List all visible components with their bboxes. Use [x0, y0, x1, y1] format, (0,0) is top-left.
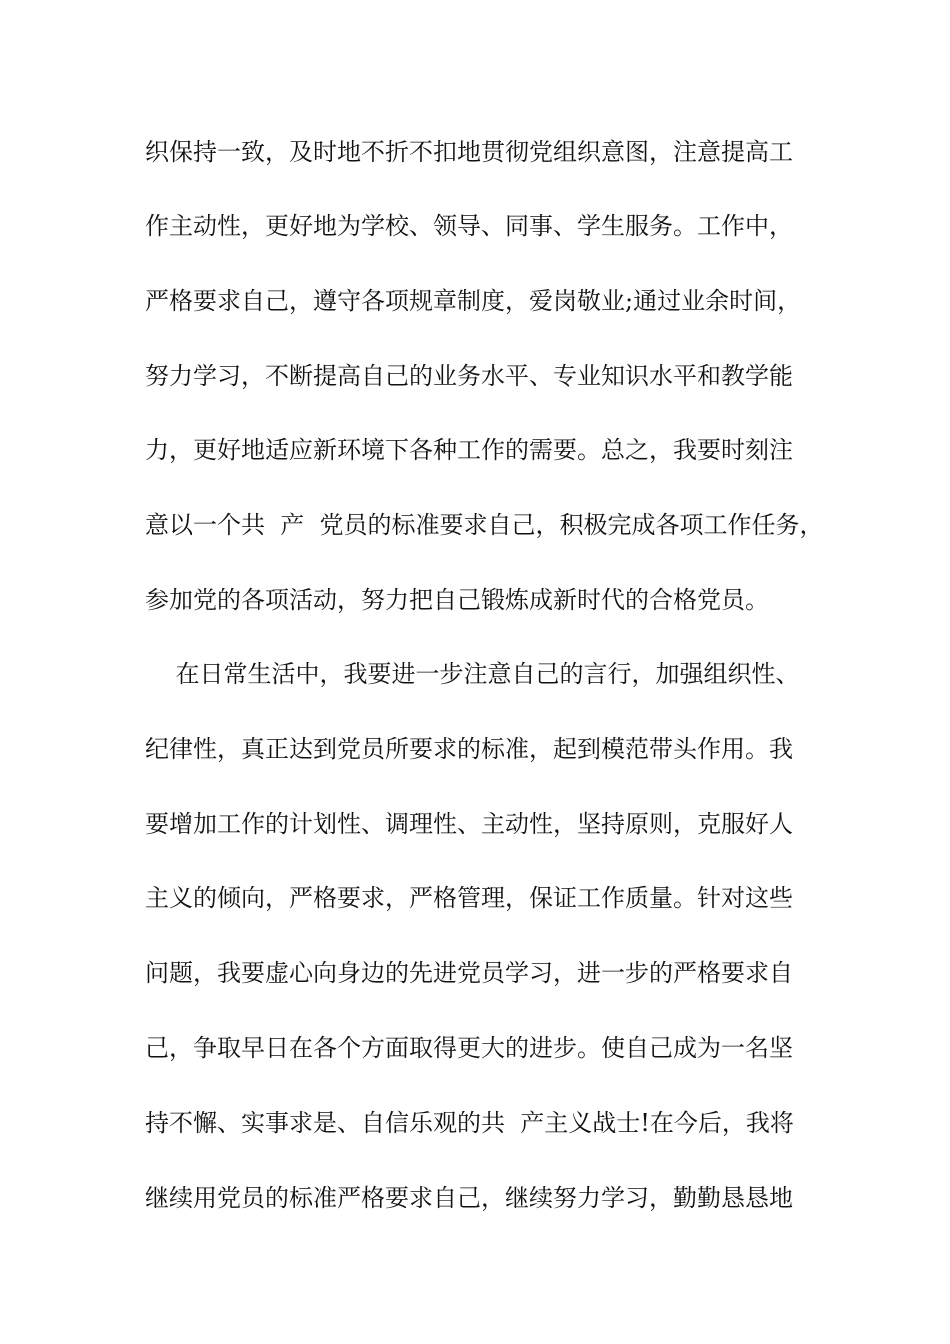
text-line: 作主动性，更好地为学校、领导、同事、学生服务。工作中，	[145, 212, 793, 240]
text-line: 努力学习，不断提高自己的业务水平、专业知识水平和教学能	[145, 362, 793, 390]
text-line: 纪律性，真正达到党员所要求的标准，起到模范带头作用。我	[145, 735, 793, 763]
text-line: 在日常生活中，我要进一步注意自己的言行，加强组织性、	[145, 660, 800, 688]
text-line: 主义的倾向，严格要求，严格管理，保证工作质量。针对这些	[145, 884, 793, 912]
text-line: 意以一个共 产 党员的标准要求自己，积极完成各项工作任务，	[145, 511, 824, 539]
text-line: 要增加工作的计划性、调理性、主动性，坚持原则，克服好人	[145, 810, 793, 838]
text-line: 持不懈、实事求是、自信乐观的共 产主义战士!在今后，我将	[145, 1109, 794, 1137]
text-line: 己，争取早日在各个方面取得更大的进步。使自己成为一名坚	[145, 1034, 793, 1062]
text-line: 参加党的各项活动，努力把自己锻炼成新时代的合格党员。	[145, 586, 769, 614]
text-line: 问题，我要虚心向身边的先进党员学习，进一步的严格要求自	[145, 959, 793, 987]
text-line: 严格要求自己，遵守各项规章制度，爱岗敬业;通过业余时间，	[145, 287, 802, 315]
text-line: 织保持一致，及时地不折不扣地贯彻党组织意图，注意提高工	[145, 138, 793, 166]
text-line: 力，更好地适应新环境下各种工作的需要。总之，我要时刻注	[145, 436, 793, 464]
text-line: 继续用党员的标准严格要求自己，继续努力学习，勤勤恳恳地	[145, 1184, 793, 1212]
